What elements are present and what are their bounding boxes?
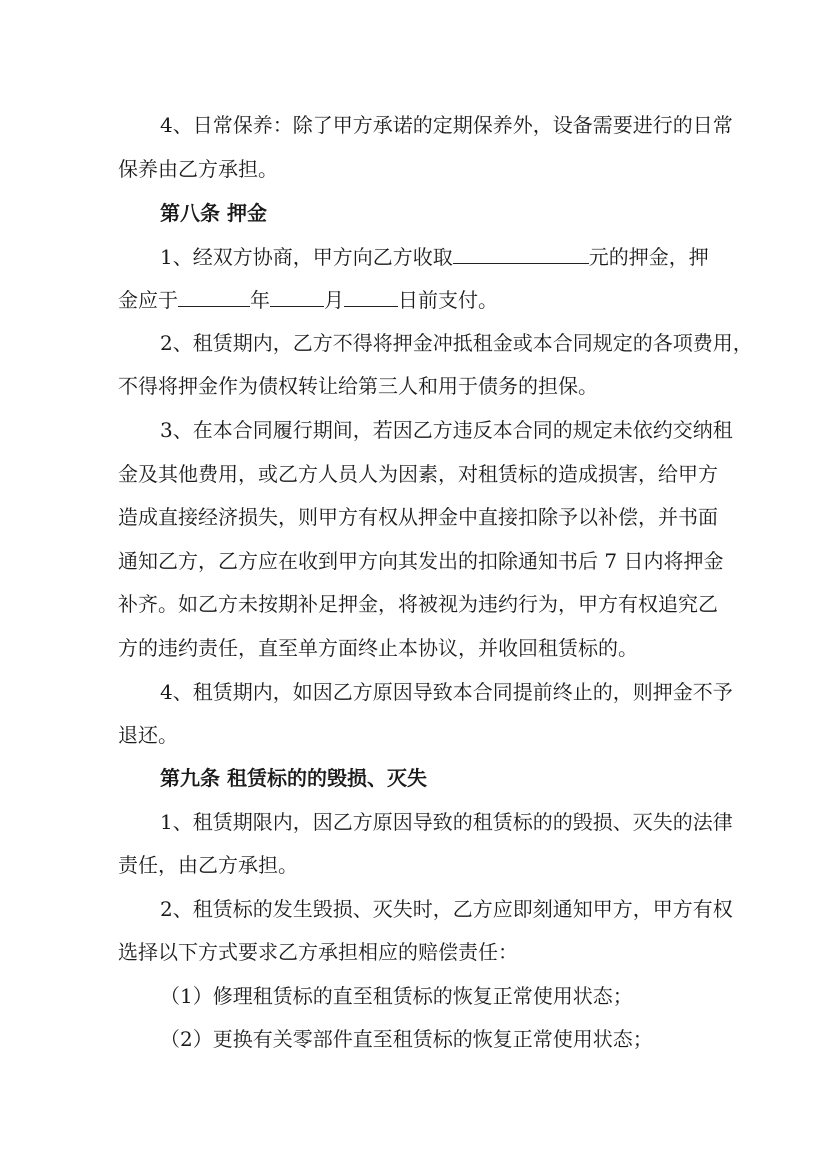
paragraph-line: 退还。 bbox=[118, 723, 178, 747]
paragraph-line bbox=[118, 286, 708, 313]
paragraph-line: 通知乙方，乙方应在收到甲方向其发出的扣除通知书后 7 日内将押金 bbox=[118, 549, 724, 573]
paragraph-line: 3、在本合同履行期间，若因乙方违反本合同的规定未依约交纳租 bbox=[160, 418, 733, 442]
paragraph-line bbox=[160, 243, 708, 270]
paragraph-line: 造成直接经济损失，则甲方有权从押金中直接扣除予以补偿，并书面 bbox=[118, 505, 718, 529]
paragraph-line: 责任，由乙方承担。 bbox=[118, 853, 298, 877]
text-segment: 1、经双方协商，甲方向乙方收取 bbox=[160, 245, 453, 269]
month-blank[interactable] bbox=[270, 286, 324, 307]
text-segment: 月 bbox=[324, 288, 344, 312]
text-segment: 日前支付。 bbox=[398, 288, 498, 312]
list-item: （2）更换有关零部件直至租赁标的恢复正常使用状态； bbox=[160, 1027, 653, 1051]
paragraph-line: 4、日常保养：除了甲方承诺的定期保养外，设备需要进行的日常 bbox=[160, 113, 733, 137]
text-segment: 元的押金，押 bbox=[588, 245, 709, 269]
text-segment: 年 bbox=[250, 288, 270, 312]
paragraph-line: 保养由乙方承担。 bbox=[118, 157, 278, 181]
paragraph-line: 金及其他费用，或乙方人员人为因素，对租赁标的造成损害，给甲方 bbox=[118, 462, 718, 486]
year-blank[interactable] bbox=[178, 286, 250, 307]
list-item: （1）修理租赁标的直至租赁标的恢复正常使用状态； bbox=[160, 984, 633, 1008]
section-heading-8: 第八条 押金 bbox=[160, 201, 267, 225]
paragraph-line: 2、租赁标的发生毁损、灭失时，乙方应即刻通知甲方，甲方有权 bbox=[160, 897, 733, 921]
section-heading-9: 第九条 租赁标的的毁损、灭失 bbox=[160, 766, 427, 790]
paragraph-line: 2、租赁期内，乙方不得将押金冲抵租金或本合同规定的各项费用， bbox=[160, 331, 753, 355]
paragraph-line: 1、租赁期限内，因乙方原因导致的租赁标的的毁损、灭失的法律 bbox=[160, 810, 733, 834]
paragraph-line: 选择以下方式要求乙方承担相应的赔偿责任： bbox=[118, 940, 518, 964]
paragraph-line: 补齐。如乙方未按期补足押金，将被视为违约行为，甲方有权追究乙 bbox=[118, 592, 718, 616]
paragraph-line: 不得将押金作为债权转让给第三人和用于债务的担保。 bbox=[118, 374, 598, 398]
paragraph-line: 4、租赁期内，如因乙方原因导致本合同提前终止的，则押金不予 bbox=[160, 680, 733, 704]
day-blank[interactable] bbox=[344, 286, 398, 307]
text-segment: 金应于 bbox=[118, 288, 178, 312]
deposit-amount-blank[interactable] bbox=[453, 243, 589, 264]
paragraph-line: 方的违约责任，直至单方面终止本协议，并收回租赁标的。 bbox=[118, 636, 638, 660]
